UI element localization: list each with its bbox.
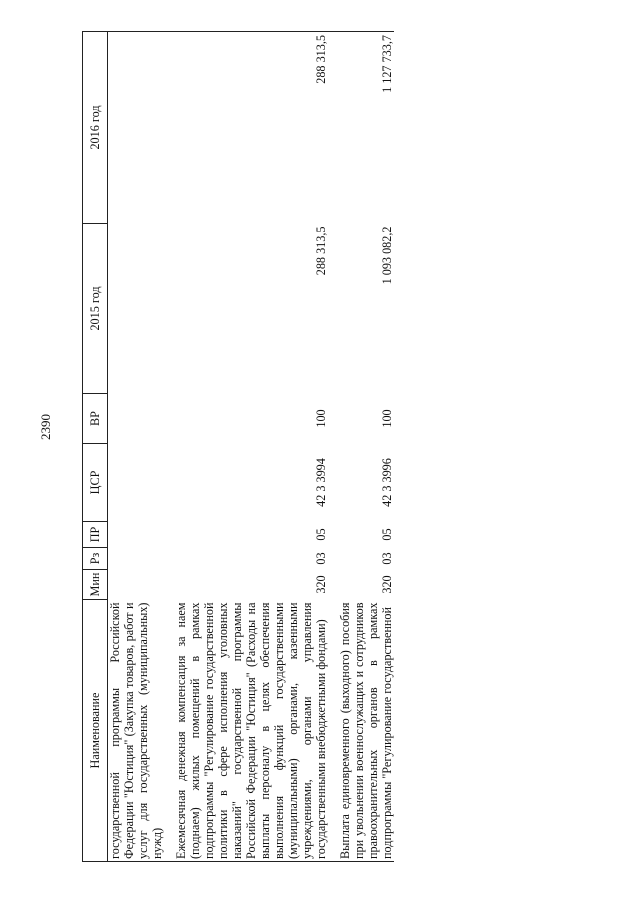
header-csr: ЦСР bbox=[83, 444, 108, 522]
row-2015: 1 093 082,2 bbox=[380, 226, 394, 285]
row-2016: 288 313,5 bbox=[174, 32, 328, 224]
row-vr bbox=[108, 394, 165, 444]
row-rz bbox=[108, 548, 165, 570]
page-number: 2390 bbox=[38, 414, 53, 440]
row-2015 bbox=[108, 224, 165, 394]
header-name: Наименование bbox=[83, 600, 108, 862]
budget-table bbox=[82, 31, 394, 862]
row-2016 bbox=[108, 32, 165, 224]
header-2015: 2015 год bbox=[83, 224, 108, 394]
row-min bbox=[108, 570, 165, 600]
header-min: Мин bbox=[83, 570, 108, 600]
row-vr: 100 bbox=[380, 409, 394, 428]
row-pr: 05 bbox=[314, 528, 328, 541]
budget-table-rotated bbox=[82, 32, 587, 862]
row-csr bbox=[108, 444, 165, 522]
table-row bbox=[338, 32, 394, 862]
row-csr: 42 3 3994 bbox=[314, 458, 328, 507]
row-vr: 100 bbox=[314, 409, 328, 428]
row-2015: 288 313,5 bbox=[314, 226, 328, 276]
row-min: 320 bbox=[380, 575, 394, 594]
row-rz: 03 bbox=[314, 552, 328, 565]
header-vr: ВР bbox=[83, 394, 108, 444]
header-2016: 2016 год bbox=[83, 32, 108, 224]
table-header-row bbox=[83, 32, 108, 862]
row-pr: 05 bbox=[380, 528, 394, 541]
row-spacer bbox=[328, 32, 338, 862]
header-rz: Рз bbox=[83, 548, 108, 570]
table-row bbox=[108, 32, 165, 862]
row-name: государственной программы Российской Федерации "Юстиция" (Закупка товаров, работ и услуг для государственных (муниципальных) нужд) bbox=[108, 600, 165, 862]
table-row bbox=[174, 32, 328, 862]
row-name: Выплата единовременного (выходного) пособия при увольнении военнослужащих и сотрудников правоохранительных органов в рамках подпрограммы "Регулирование государственной bbox=[338, 600, 394, 862]
row-min: 320 bbox=[314, 575, 328, 594]
row-spacer bbox=[164, 32, 174, 862]
header-pr: ПР bbox=[83, 522, 108, 548]
row-rz: 03 bbox=[380, 552, 394, 565]
row-pr bbox=[108, 522, 165, 548]
row-csr: 42 3 3996 bbox=[380, 458, 394, 507]
row-name: Ежемесячная денежная компенсация за наем (поднаем) жилых помещений в рамках подпрограммы "Регулирование государственной политики в сфере исполнения уголовных наказаний" государственной программы Российской Федерации "Юстиция" (Расходы на выплаты персоналу в целях обеспечения выполнения функций государственными (муниципальными) органами, казенными учреждениями, органами управления государственными внебюджетными фондами) bbox=[174, 600, 328, 862]
row-2016: 1 127 733,7 bbox=[338, 32, 394, 224]
